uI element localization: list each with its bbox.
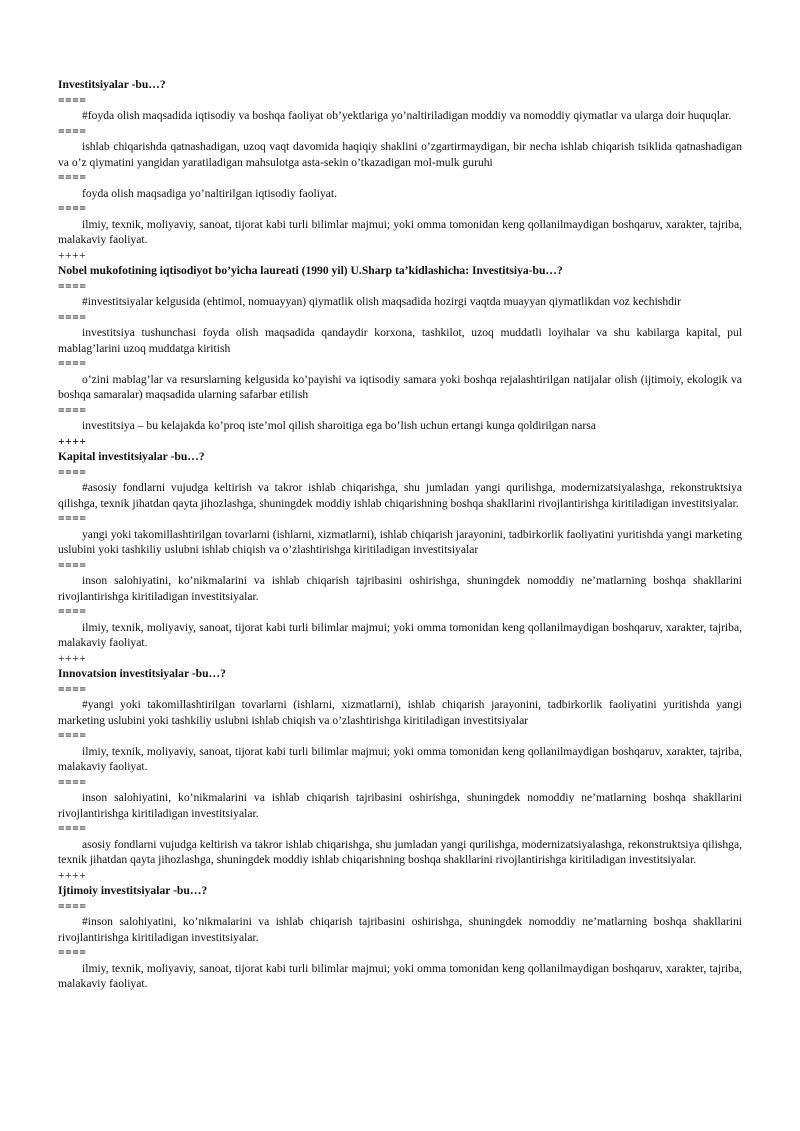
question-title: Ijtimoiy investitsiyalar -bu…?	[58, 884, 208, 897]
answer-separator: ====	[58, 512, 87, 525]
answer-option: #asosiy fondlarni vujudga keltirish va takror ishlab chiqarishga, shu jumladan yangi qurilishga, modernizatsiyalashga, rekonstruktsiya qilishga, texnik jihatdan qayta jihozlashga, shuningdek moddiy ishlab chiqarishning boshqa shakllarini rivojlantirishga kiritiladigan investitsiyalar.	[58, 481, 742, 510]
answer-option: foyda olish maqsadiga yo’naltirilgan iqtisodiy faoliyat.	[82, 186, 338, 200]
answer-option: ilmiy, texnik, moliyaviy, sanoat, tijorat kabi turli bilimlar majmui; yoki omma tomonidan keng qollanilmaydigan boshqaruv, xarakter, tajriba, malakaviy faoliyat.	[58, 961, 742, 990]
question-title: Investitsiyalar -bu…?	[58, 78, 166, 91]
answer-option: inson salohiyatini, ko’nikmalarini va ishlab chiqarish tajribasini oshirishga, shuningdek nomoddiy ne’matlarning boshqa shakllarini rivojlantirishga kiritiladigan investitsiyalar.	[58, 574, 742, 603]
answer-option: #inson salohiyatini, ko’nikmalarini va ishlab chiqarish tajribasini oshirishga, shuningdek nomoddiy ne’matlarning boshqa shakllarini rivojlantirishga kiritiladigan investitsiyalar.	[58, 915, 742, 944]
answer-separator: ====	[58, 124, 87, 138]
answer-option: ilmiy, texnik, moliyaviy, sanoat, tijorat kabi turli bilimlar majmui; yoki omma tomonidan keng qollanilmaydigan boshqaruv, xarakter, tajriba, malakaviy faoliyat.	[58, 217, 742, 246]
answer-option: investitsiya – bu kelajakda ko’proq iste’mol qilish sharoitiga ega bo’lish uchun ertangi kunga qoldirilgan narsa	[82, 419, 596, 432]
answer-option: o’zini mablag’lar va resurslarning kelgusida ko’payishi va iqtisodiy samara yoki boshqa rejalashtirilgan natijalar olish (ijtimoiy, ekologik va boshqa samaralar) maqsadida ularning safarbar etilish	[58, 372, 742, 401]
answer-separator: ====	[58, 279, 87, 293]
answer-separator: ====	[58, 465, 87, 479]
answer-separator: ====	[58, 822, 87, 835]
answer-separator: ====	[58, 171, 87, 184]
answer-separator: ====	[58, 682, 87, 696]
answer-separator: ====	[58, 605, 87, 618]
answer-option: ilmiy, texnik, moliyaviy, sanoat, tijorat kabi turli bilimlar majmui; yoki omma tomonidan keng qollanilmaydigan boshqaruv, xarakter, tajriba, malakaviy faoliyat.	[58, 620, 742, 649]
answer-option: #investitsiyalar kelgusida (ehtimol, nomuayyan) qiymatlik olish maqsadida hozirgi vaqtda muayyan qiymatlikdan voz kechishdir	[82, 295, 681, 308]
question-title: Kapital investitsiyalar -bu…?	[58, 450, 205, 463]
answer-separator: ====	[58, 403, 87, 417]
answer-option: asosiy fondlarni vujudga keltirish va takror ishlab chiqarishga, shu jumladan yangi qurilishga, modernizatsiyalashga, rekonstruktsiya qilishga, texnik jihatdan qayta jihozlashga, shuningdek moddiy ishlab chiqarishning boshqa shakllarini rivojlantirishga kiritiladigan investitsiyalar.	[58, 837, 742, 866]
answer-separator: ====	[58, 310, 87, 324]
answer-option: inson salohiyatini, ko’nikmalarini va ishlab chiqarish tajribasini oshirishga, shuningdek nomoddiy ne’matlarning boshqa shakllarini rivojlantirishga kiritiladigan investitsiyalar.	[58, 791, 742, 820]
answer-separator: ====	[58, 93, 87, 107]
answer-separator: ====	[58, 775, 87, 789]
question-end-marker: ++++	[58, 868, 87, 882]
answer-separator: ====	[58, 558, 87, 572]
answer-option: investitsiya tushunchasi foyda olish maqsadida qandaydir korxona, tashkilot, uzoq muddatli loyihalar va shu kabilarga kapital, pul mablag’larini uzoq muddatga kiritish	[58, 326, 742, 355]
question-title: Nobel mukofotining iqtisodiyot bo’yicha laureati (1990 yil) U.Sharp ta’kidlashicha: Investitsiya-bu…?	[58, 264, 563, 277]
question-title: Innovatsion investitsiyalar -bu…?	[58, 667, 226, 680]
answer-option: ilmiy, texnik, moliyaviy, sanoat, tijorat kabi turli bilimlar majmui; yoki omma tomonidan keng qollanilmaydigan boshqaruv, xarakter, tajriba, malakaviy faoliyat.	[58, 744, 742, 773]
answer-option: #yangi yoki takomillashtirilgan tovarlarni (ishlarni, xizmatlarni), ishlab chiqarish jarayonini, tadbirkorlik faoliyatini yuritishda yangi marketing uslubini yoki tashkiliy uslubni ishlab chiqish va o’zlashtirishga kiritiladigan investitsiyalar	[58, 698, 742, 727]
question-end-marker: ++++	[58, 434, 87, 448]
answer-option: yangi yoki takomillashtirilgan tovarlarni (ishlarni, xizmatlarni), ishlab chiqarish jarayonini, tadbirkorlik faoliyatini yuritishda yangi marketing uslubini yoki tashkiliy uslubni ishlab chiqish va o’zlashtirishga kiritiladigan investitsiyalar	[58, 527, 742, 556]
question-end-marker: ++++	[58, 248, 87, 262]
answer-separator: ====	[58, 357, 87, 370]
question-end-marker: ++++	[58, 651, 87, 665]
answer-separator: ====	[58, 202, 87, 215]
answer-separator: ====	[58, 729, 87, 742]
answer-separator: ====	[58, 899, 87, 913]
answer-option: ishlab chiqarishda qatnashadigan, uzoq vaqt davomida haqiqiy shaklini o’zgartirmaydigan, bir necha ishlab chiqarish tsiklida qatnashadigan va o’z qiymatini yangidan yaratiladigan mahsulotga asta-sekin o’tkazadigan mol-mulk guruhi	[58, 140, 742, 169]
answer-separator: ====	[58, 946, 87, 959]
answer-option: #foyda olish maqsadida iqtisodiy va boshqa faoliyat ob’yektlariga yo’naltiriladigan moddiy va nomoddiy qiymatlar va ularga doir huquqlar.	[82, 109, 732, 122]
document-body	[58, 77, 742, 992]
